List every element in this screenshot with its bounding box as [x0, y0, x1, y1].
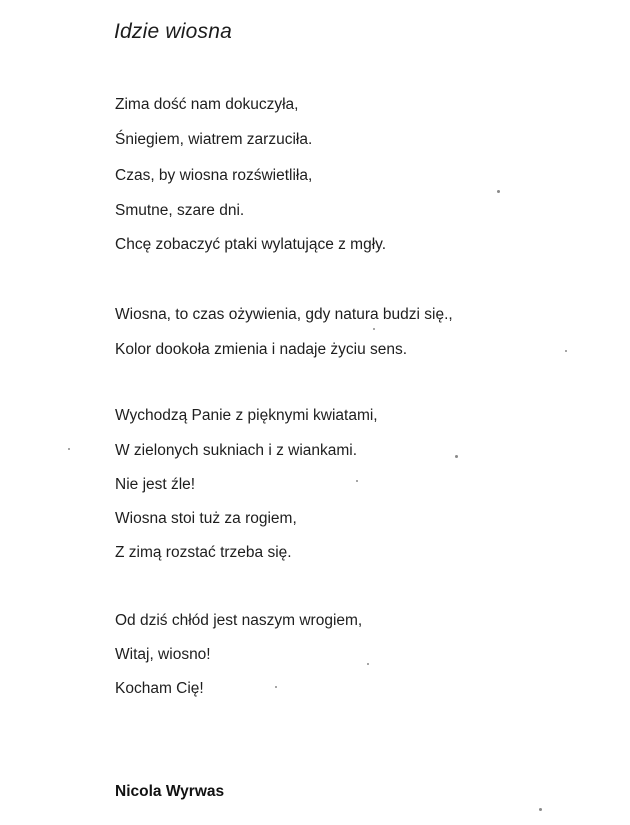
- scan-speck: [68, 448, 70, 450]
- scan-speck: [275, 686, 277, 688]
- scan-speck: [565, 350, 567, 352]
- poem-line: Z zimą rozstać trzeba się.: [115, 544, 292, 561]
- author-name: Nicola Wyrwas: [115, 783, 225, 800]
- poem-line: Śniegiem, wiatrem zarzuciła.: [115, 131, 313, 148]
- scan-speck: [373, 328, 375, 330]
- poem-line: W zielonych sukniach i z wiankami.: [115, 442, 358, 459]
- poem-line: Czas, by wiosna rozświetliła,: [115, 167, 313, 184]
- scan-speck: [539, 808, 542, 811]
- scan-speck: [367, 663, 369, 665]
- poem-title: Idzie wiosna: [114, 20, 232, 43]
- poem-line: Wiosna stoi tuż za rogiem,: [115, 510, 297, 527]
- poem-line: Smutne, szare dni.: [115, 202, 245, 219]
- poem-line: Wiosna, to czas ożywienia, gdy natura budzi się.,: [115, 306, 453, 323]
- poem-line: Wychodzą Panie z pięknymi kwiatami,: [115, 407, 378, 424]
- poem-line: Witaj, wiosno!: [115, 646, 211, 663]
- poem-line: Od dziś chłód jest naszym wrogiem,: [115, 612, 363, 629]
- poem-line: Kocham Cię!: [115, 680, 204, 697]
- scan-speck: [497, 190, 500, 193]
- poem-line: Kolor dookoła zmienia i nadaje życiu sens.: [115, 341, 408, 358]
- scan-speck: [455, 455, 458, 458]
- poem-line: Chcę zobaczyć ptaki wylatujące z mgły.: [115, 236, 387, 253]
- poem-line: Zima dość nam dokuczyła,: [115, 96, 299, 113]
- poem-line: Nie jest źle!: [115, 476, 196, 493]
- scan-speck: [356, 480, 358, 482]
